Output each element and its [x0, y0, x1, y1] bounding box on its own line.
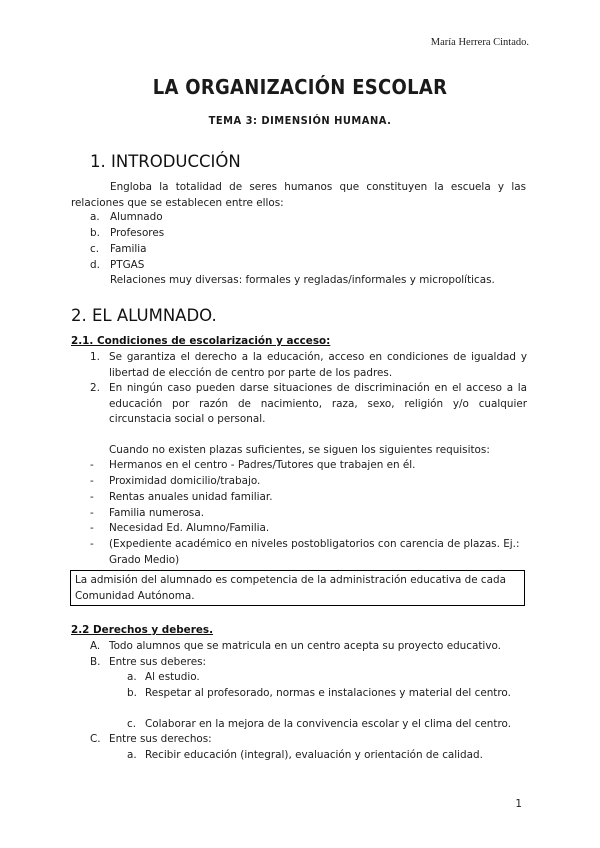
list-item: Se garantiza el derecho a la educación, acceso en condiciones de igualdad y libertad de elección de centro por parte de los padres.	[109, 351, 527, 379]
list-item: En ningún caso pueden darse situaciones de discriminación en el acceso a la educación por razón de nacimiento, raza, sexo, religión y/o cualquier circunstacia social o personal.	[109, 382, 527, 426]
list-item: Al estudio.	[145, 671, 200, 683]
list-item-label: C.	[90, 733, 101, 745]
subsection-heading-derechos: 2.2 Derechos y deberes.	[71, 624, 214, 636]
intro-paragraph: Engloba la totalidad de seres humanos que constituyen la escuela y las relaciones que se establecen entre ellos:	[71, 181, 526, 209]
requirements-intro: Cuando no existen plazas suficientes, se siguen los siguientes requisitos:	[109, 444, 490, 456]
requirement-item: Rentas anuales unidad familiar.	[109, 491, 273, 503]
bullet: -	[90, 538, 94, 550]
list-item-label: B.	[90, 656, 101, 668]
list-item-label: b.	[90, 227, 100, 239]
requirement-item: Proximidad domicilio/trabajo.	[109, 475, 261, 487]
bullet: -	[90, 459, 94, 471]
list-item-label: a.	[127, 749, 137, 761]
list-item: Colaborar en la mejora de la convivencia escolar y el clima del centro.	[145, 718, 511, 730]
list-item: Entre sus derechos:	[109, 733, 212, 745]
section-heading-alumnado: 2. EL ALUMNADO.	[71, 306, 217, 325]
list-item: Profesores	[110, 227, 165, 239]
list-item-label: b.	[127, 687, 137, 699]
document-subtitle: TEMA 3: DIMENSIÓN HUMANA.	[208, 114, 392, 127]
section-heading-intro: 1. INTRODUCCIÓN	[90, 152, 241, 171]
list-item-label: c.	[127, 718, 137, 730]
list-item-label: 2.	[90, 382, 100, 394]
list-item: Respetar al profesorado, normas e instalaciones y material del centro.	[145, 687, 511, 699]
subsection-heading-acceso: 2.1. Condiciones de escolarización y acceso:	[71, 335, 331, 347]
page-number: 1	[515, 798, 522, 810]
bullet: -	[90, 522, 94, 534]
requirement-item: Necesidad Ed. Alumno/Familia.	[109, 522, 270, 534]
requirement-item: Hermanos en el centro - Padres/Tutores que trabajen en él.	[109, 459, 416, 471]
list-item: Alumnado	[110, 211, 163, 223]
list-item: Entre sus deberes:	[109, 656, 207, 668]
bullet: -	[90, 507, 94, 519]
list-item: Recibir educación (integral), evaluación y orientación de calidad.	[145, 749, 483, 761]
admission-note-text: La admisión del alumnado es competencia de la administración educativa de cada Comunidad Autónoma.	[75, 574, 506, 602]
list-item-label: A.	[90, 640, 101, 652]
list-item-label: a.	[127, 671, 137, 683]
list-item: Todo alumnos que se matricula en un centro acepta su proyecto educativo.	[109, 640, 501, 652]
requirement-item: (Expediente académico en niveles postobligatorios con carencia de plazas. Ej.: Grado Medio)	[109, 538, 520, 566]
intro-note: Relaciones muy diversas: formales y regladas/informales y micropolíticas.	[110, 274, 495, 286]
list-item-label: d.	[90, 259, 100, 271]
document-title: LA ORGANIZACIÓN ESCOLAR	[152, 75, 448, 99]
bullet: -	[90, 491, 94, 503]
author-header: María Herrera Cintado.	[430, 37, 529, 48]
list-item: PTGAS	[110, 259, 145, 271]
admission-note-box	[70, 570, 525, 606]
bullet: -	[90, 475, 94, 487]
list-item-label: 1.	[90, 351, 100, 363]
list-item: Familia	[110, 243, 147, 255]
requirement-item: Familia numerosa.	[109, 507, 205, 519]
list-item-label: a.	[90, 211, 100, 223]
list-item-label: c.	[90, 243, 100, 255]
